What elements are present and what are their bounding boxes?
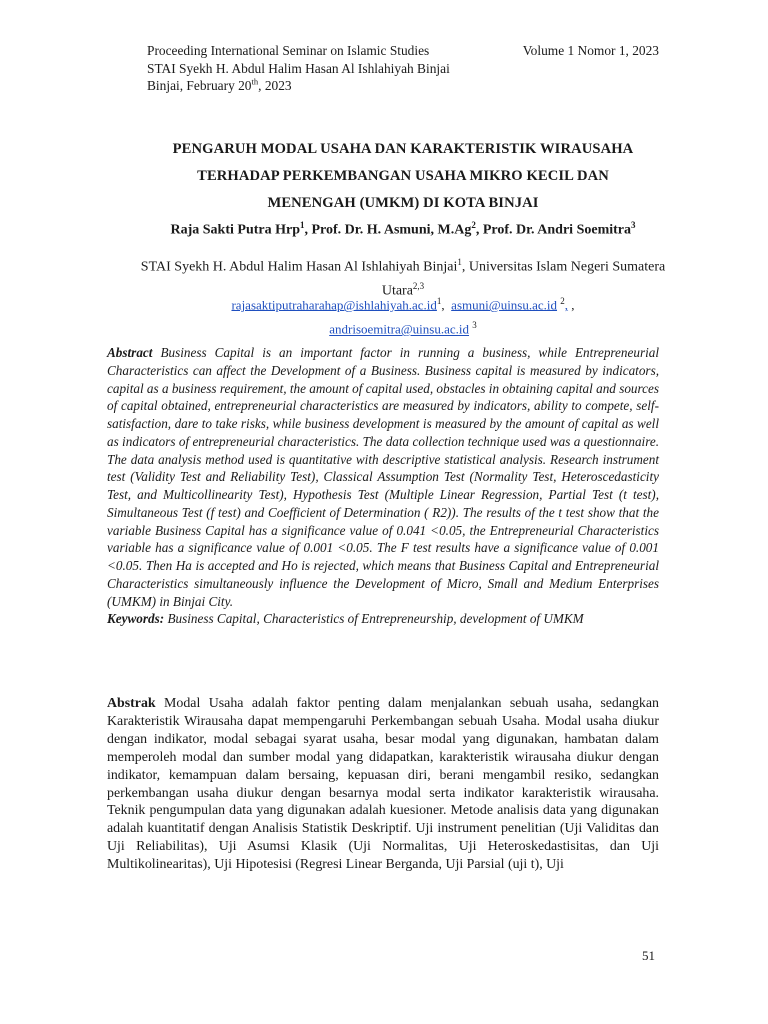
email-link-2[interactable]: asmuni@uinsu.ac.id — [451, 297, 558, 313]
abstract-indonesian — [107, 695, 659, 874]
header-institution: STAI Syekh H. Abdul Halim Hasan Al Ishlahiyah Binjai — [147, 60, 450, 76]
title-line-1: PENGARUH MODAL USAHA DAN KARAKTERISTIK WIRAUSAHA — [172, 141, 634, 157]
abstract-label: Abstract — [107, 345, 153, 360]
header-volume: Volume 1 Nomor 1, 2023 — [522, 43, 659, 58]
paper-title — [110, 136, 696, 217]
keywords-text: Business Capital, Characteristics of Entrepreneurship, development of UMKM — [167, 611, 584, 627]
abstract-english — [107, 344, 659, 628]
email-link-3[interactable]: andrisoemitra@uinsu.ac.id — [329, 321, 470, 337]
keywords-label: Keywords: — [107, 611, 165, 627]
email-link-1[interactable]: rajasaktiputraharahap@ishlahiyah.ac.id — [231, 297, 437, 313]
abstract-text: Business Capital is an important factor in running a business, while Entrepreneurial Characteristics can affect the Development of a Business. Business capital is measured by indicators, capital as a business requirement, the amount of capital used, obstacles in obtaining capital and sources of capital obtained, entrepreneurial characteristics are measured by indicators, ability to compete, self-satisfaction, dare to take risks, while business development is measured by the amount of capital as well as indicators of entrepreneurial characteristics. The data collection technique used was a questionnaire. The data analysis method used is quantitative with descriptive statistical analysis. Research instrument test (Validity Test and Reliability Test), Classical Assumption Test (Normality Test, Heteroscedasticity Test, and Multicollinearity Test), Hypothesis Test (Multiple Linear Regression, Partial Test (t test), Simultaneous Test (f test) and Coefficient of Determination ( R2)). The results of the t test show that the variable Business Capital has a significance value of 0.041 <0.05, the Entrepreneurial Characteristics variable has a significance value of 0.001 <0.05. The F test results have a significance value of 0.001 <0.05. Then Ha is accepted and Ho is rejected, which means that Business Capital and Entrepreneurial Characteristics simultaneously influence the Development of Micro, Small and Medium Enterprises (UMKM) in Binjai City. — [107, 345, 659, 609]
abstrak-text: Modal Usaha adalah faktor penting dalam menjalankan sebuah usaha, sedangkan Karakteristik Wirausaha dapat mempengaruhi Perkembangan sebuah Usaha. Modal usaha diukur dengan indikator, modal sebagai syarat usaha, besar modal yang digunakan, hambatan dalam memperoleh modal dan sumber modal yang didapatkan, karakteristik wirausaha diukur dengan indikator, kemampuan dalam bersaing, kepuasan diri, berani mengambil resiko, sedangkan perkembangan usaha diukur dengan besarnya modal serta indikator karakteristik wirausaha. Teknik pengumpulan data yang digunakan adalah kuesioner. Metode analisis data yang digunakan adalah kuantitatif dengan Analisis Statistik Deskriptif. Uji instrument penelitian (Uji Validitas dan Uji Reliabilitas), Uji Asumsi Klasik (Uji Normalitas, Uji Heteroskedastisitas, dan Uji Multikolinearitas), Uji Hipotesisi (Regresi Linear Berganda, Uji Parsial (uji t), Uji — [107, 696, 659, 873]
running-header — [147, 42, 659, 95]
abstrak-label: Abstrak — [107, 696, 156, 711]
page-number: 51 — [642, 948, 655, 963]
author-2: , Prof. Dr. H. Asmuni, M.Ag — [304, 222, 472, 238]
header-date: Binjai, February 20th, 2023 — [147, 76, 292, 93]
author-3: , Prof. Dr. Andri Soemitra — [475, 222, 631, 238]
affiliations: STAI Syekh H. Abdul Halim Hasan Al Ishlahiyah Binjai$^1$, Universitas Islam Negeri Sumatera Utara$^{2,3}$ — [140, 257, 666, 299]
title-line-3: MENENGAH (UMKM) DI KOTA BINJAI — [267, 195, 539, 211]
title-line-2: TERHADAP PERKEMBANGAN USAHA MIKRO KECIL DAN — [197, 168, 609, 184]
header-conference: Proceeding International Seminar on Islamic Studies — [147, 43, 430, 58]
author-emails: $rajasaktiputraharahap@ishlahiyah.ac.id^1$, asmuni@uinsu.ac.id $^2$, , andrisoemitra@uinsu.ac.id $^3$ — [231, 296, 575, 337]
author-list: Raja Sakti Putra Hrp$^1$, Prof. Dr. H. Asmuni, M.Ag$^2$, Prof. Dr. Andri Soemitra$^3$ — [170, 220, 636, 238]
author-1: Raja Sakti Putra Hrp — [170, 222, 300, 238]
